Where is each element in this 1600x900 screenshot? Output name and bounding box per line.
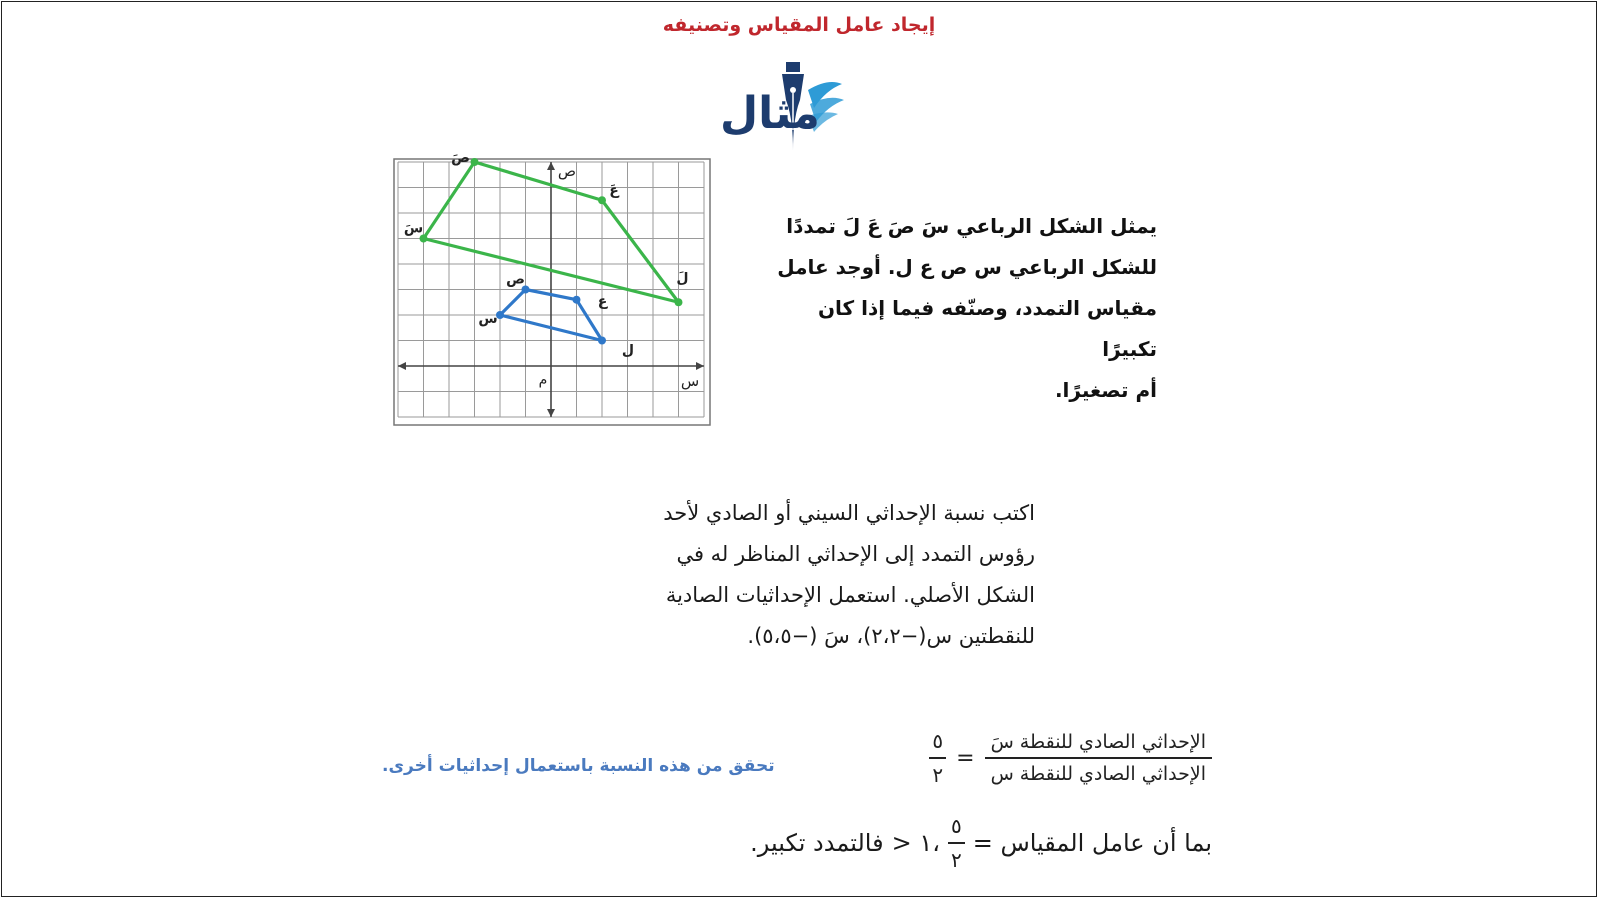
problem-line: أم تصغيرًا.: [1054, 378, 1157, 402]
page-title: إيجاد عامل المقياس وتصنيفه: [662, 14, 936, 36]
image-vertex-label: سَ: [403, 220, 424, 237]
step-instructions: [595, 493, 1035, 657]
conclusion-line: [750, 814, 1212, 872]
image-vertex-point: [471, 158, 479, 166]
conclusion-denominator: ٢: [950, 848, 962, 872]
conclusion-fraction: [948, 814, 965, 872]
image-vertex-label: صَ: [451, 150, 470, 166]
image-vertex-label: عَ: [609, 182, 619, 199]
problem-statement: [777, 206, 1157, 411]
step-line: رؤوس التمدد إلى الإحداثي المناظر له في: [676, 542, 1035, 566]
conclusion-prefix: بما أن عامل المقياس =: [972, 829, 1212, 857]
example-logo: [720, 60, 860, 152]
fraction-bar: [948, 842, 965, 844]
original-vertex-label: ع: [597, 293, 608, 310]
step-line: اكتب نسبة الإحداثي السيني أو الصادي لأحد: [663, 501, 1035, 525]
slide-frame: [1, 1, 1597, 897]
step-line: الشكل الأصلي. استعمل الإحداثيات الصادية: [665, 583, 1035, 607]
original-vertex-label: س: [478, 311, 498, 327]
ratio-equation: [929, 729, 1212, 787]
ratio-numerator: الإحداثي الصادي للنقطة سَ: [990, 731, 1206, 753]
ratio-denominator: الإحداثي الصادي للنقطة س: [990, 763, 1206, 785]
fraction-bar: [929, 757, 946, 759]
original-vertex-point: [598, 337, 606, 345]
conclusion-numerator: ٥: [950, 814, 962, 838]
conclusion-compare: > ١،: [891, 829, 940, 857]
image-vertex-point: [675, 298, 683, 306]
fraction-bar: [985, 757, 1212, 759]
conclusion-suffix: فالتمدد تكبير.: [750, 829, 884, 857]
logo-word: مثال: [720, 88, 820, 139]
step-line: للنقطتين س(−٢،٢)، سَ (−٥،٥).: [747, 624, 1035, 648]
original-vertex-label: ص: [506, 271, 525, 288]
original-vertex-label: ل: [621, 342, 635, 359]
image-vertex-label: لَ: [676, 270, 689, 287]
original-vertex-point: [573, 296, 581, 304]
coordinate-graph: [394, 150, 710, 425]
graph-background: [394, 159, 710, 425]
x-axis-label: س: [680, 372, 700, 390]
ratio-fraction: [985, 731, 1212, 785]
y-axis-label: ص: [557, 162, 577, 180]
problem-line: يمثل الشكل الرباعي سَ صَ عَ لَ تمددًا: [786, 214, 1157, 238]
problem-line: مقياس التمدد، وصنّفه فيما إذا كان تكبيرًا: [817, 296, 1157, 361]
result-numerator: ٥: [932, 729, 944, 753]
ratio-result-fraction: [929, 729, 946, 787]
equals-sign: =: [956, 745, 975, 771]
result-denominator: ٢: [932, 763, 944, 787]
problem-line: للشكل الرباعي س ص ع ل. أوجد عامل: [777, 255, 1157, 279]
origin-label: م: [538, 372, 548, 388]
image-vertex-point: [598, 196, 606, 204]
check-hint: تحقق من هذه النسبة باستعمال إحداثيات أخرى.: [382, 756, 775, 776]
